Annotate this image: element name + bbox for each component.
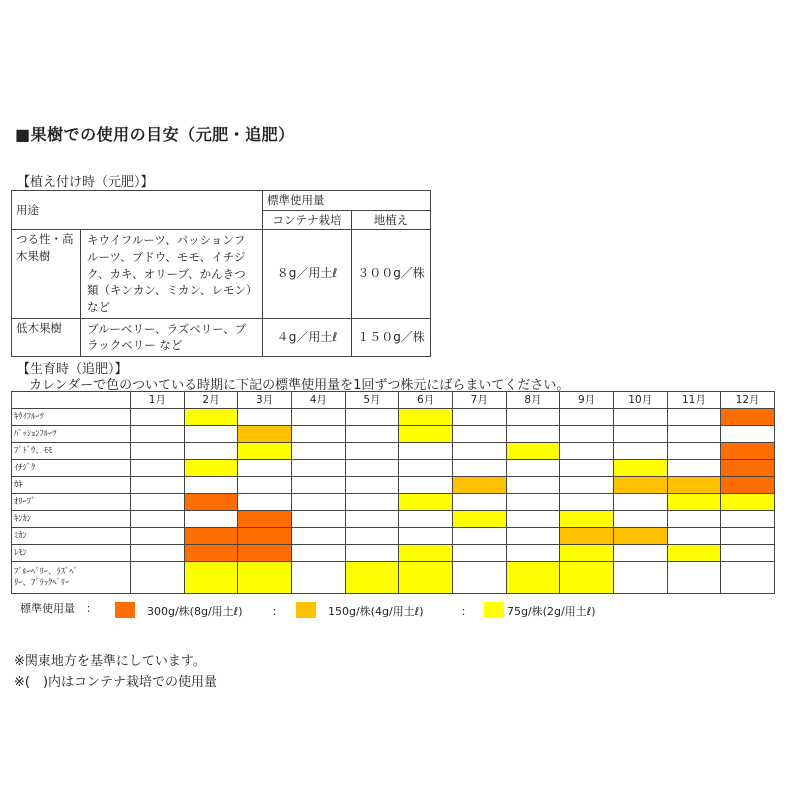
fertilize-period-low [667, 494, 721, 511]
container-rate: ４g／用土ℓ [263, 318, 352, 356]
fertilize-period-high [184, 528, 238, 545]
fertilize-period-low [399, 494, 453, 511]
month-cell [184, 477, 238, 494]
month-cell [238, 409, 292, 426]
fertilize-period-low [184, 460, 238, 477]
page-title: ■果樹での使用の目安（元肥・追肥） [15, 125, 295, 144]
month-cell [506, 426, 560, 443]
month-cell [721, 511, 775, 528]
crop-label: ｵﾘｰﾌﾞ [12, 494, 131, 511]
month-cell [613, 443, 667, 460]
month-cell [291, 443, 345, 460]
month-cell [560, 477, 614, 494]
month-cell [399, 528, 453, 545]
header-usage: 用途 [12, 191, 263, 230]
fertilize-period-mid [452, 477, 506, 494]
section-title-planting: 【植え付け時（元肥）】 [17, 175, 154, 190]
fertilize-period-high [184, 545, 238, 562]
crop-label: ﾚﾓﾝ [12, 545, 131, 562]
fertilize-period-low [399, 426, 453, 443]
month-cell [291, 545, 345, 562]
legend-swatch-mid [296, 602, 316, 618]
fertilize-period-low [452, 511, 506, 528]
calendar-row [12, 443, 775, 460]
month-cell [238, 477, 292, 494]
month-cell [291, 494, 345, 511]
fertilize-period-high [238, 511, 292, 528]
month-cell [291, 460, 345, 477]
month-cell [721, 426, 775, 443]
month-cell [345, 409, 399, 426]
month-cell [131, 545, 185, 562]
month-cell [291, 426, 345, 443]
fertilize-period-low [399, 409, 453, 426]
month-cell [560, 443, 614, 460]
fertilize-period-mid [613, 477, 667, 494]
month-cell [506, 545, 560, 562]
month-cell [667, 528, 721, 545]
month-cell [291, 528, 345, 545]
header-ground: 地植え [352, 210, 431, 230]
month-cell [613, 426, 667, 443]
container-rate: ８g／用土ℓ [263, 230, 352, 318]
month-cell [345, 494, 399, 511]
month-cell [399, 460, 453, 477]
month-cell [345, 528, 399, 545]
month-cell [452, 528, 506, 545]
month-header: 11月 [667, 392, 721, 409]
category-cell: 低木果樹 [12, 318, 81, 356]
calendar-row [12, 511, 775, 528]
month-cell [184, 443, 238, 460]
calendar-row [12, 426, 775, 443]
month-cell [131, 426, 185, 443]
month-cell [345, 545, 399, 562]
month-cell [345, 511, 399, 528]
month-cell [131, 528, 185, 545]
instruction-text: カレンダーで色のついている時期に下記の標準使用量を1回ずつ株元にばらまいてください。 [29, 378, 570, 393]
fertilize-period-high [184, 494, 238, 511]
month-cell [131, 443, 185, 460]
month-cell [345, 477, 399, 494]
month-cell [345, 426, 399, 443]
month-cell [613, 562, 667, 594]
month-cell [667, 562, 721, 594]
footnote: ※( )内はコンテナ栽培での使用量 [14, 675, 218, 690]
month-cell [560, 494, 614, 511]
month-cell [399, 511, 453, 528]
calendar-row [12, 562, 775, 594]
month-cell [667, 409, 721, 426]
table-row [12, 230, 431, 318]
month-header: 5月 [345, 392, 399, 409]
month-cell [452, 443, 506, 460]
month-cell [291, 562, 345, 594]
items-cell: ブルーベリー、ラズベリー、ブラックベリー など [81, 318, 263, 356]
crop-label: ｷｳｲﾌﾙｰﾂ [12, 409, 131, 426]
legend-separator: ： [461, 605, 472, 618]
month-header: 7月 [452, 392, 506, 409]
planting-table [11, 190, 431, 357]
fertilize-period-mid [613, 528, 667, 545]
calendar-row [12, 460, 775, 477]
month-cell [131, 494, 185, 511]
month-cell [291, 511, 345, 528]
crop-label: ｲﾁｼﾞｸ [12, 460, 131, 477]
month-header: 8月 [506, 392, 560, 409]
fertilize-period-high [238, 528, 292, 545]
fertilize-period-low [667, 545, 721, 562]
month-cell [131, 460, 185, 477]
legend-text-high: 300g/株(8g/用土ℓ) [147, 605, 243, 618]
fertilize-period-low [721, 494, 775, 511]
ground-rate: １５０g／株 [352, 318, 431, 356]
month-cell [452, 562, 506, 594]
legend-text-mid: 150g/株(4g/用土ℓ) [328, 605, 424, 618]
crop-label: ﾊﾟｯｼｮﾝﾌﾙｰﾂ [12, 426, 131, 443]
month-cell [452, 494, 506, 511]
month-cell [399, 477, 453, 494]
month-cell [452, 409, 506, 426]
calendar-corner [12, 392, 131, 409]
fertilize-period-high [721, 477, 775, 494]
legend-label: 標準使用量 ： [20, 602, 97, 615]
month-cell [667, 511, 721, 528]
month-cell [291, 409, 345, 426]
month-cell [506, 477, 560, 494]
month-cell [131, 477, 185, 494]
month-cell [131, 409, 185, 426]
fertilize-period-low [345, 562, 399, 594]
month-cell [506, 460, 560, 477]
crop-label: ｷﾝｶﾝ [12, 511, 131, 528]
fertilize-period-high [721, 443, 775, 460]
month-cell [613, 409, 667, 426]
fertilizer-calendar [11, 391, 775, 594]
month-cell [238, 460, 292, 477]
month-cell [721, 545, 775, 562]
fertilize-period-low [560, 562, 614, 594]
month-cell [184, 426, 238, 443]
month-header: 1月 [131, 392, 185, 409]
footnote: ※関東地方を基準にしています。 [14, 654, 206, 669]
items-cell: キウイフルーツ、パッションフルーツ、ブドウ、モモ、イチジク、カキ、オリーブ、かんきつ類（キンカン、ミカン、レモン）など [81, 230, 263, 318]
month-cell [506, 528, 560, 545]
header-standard: 標準使用量 [263, 191, 431, 211]
month-cell [667, 460, 721, 477]
header-container: コンテナ栽培 [263, 210, 352, 230]
month-cell [345, 443, 399, 460]
month-cell [345, 460, 399, 477]
legend-separator: ： [272, 605, 283, 618]
month-cell [506, 494, 560, 511]
fertilize-period-high [238, 545, 292, 562]
fertilize-period-low [560, 511, 614, 528]
ground-rate: ３００g／株 [352, 230, 431, 318]
month-header: 9月 [560, 392, 614, 409]
month-cell [506, 409, 560, 426]
legend-text-low: 75g/株(2g/用土ℓ) [507, 605, 596, 618]
calendar-row [12, 477, 775, 494]
month-cell [667, 426, 721, 443]
month-cell [131, 511, 185, 528]
fertilize-period-low [613, 460, 667, 477]
fertilize-period-low [506, 562, 560, 594]
month-cell [452, 426, 506, 443]
legend-swatch-high [115, 602, 135, 618]
month-cell [560, 409, 614, 426]
section-title-growth: 【生育時（追肥）】 [17, 362, 128, 377]
month-header: 4月 [291, 392, 345, 409]
fertilize-period-high [721, 409, 775, 426]
crop-label: ﾐｶﾝ [12, 528, 131, 545]
fertilize-period-mid [667, 477, 721, 494]
month-cell [291, 477, 345, 494]
crop-label: ﾌﾞﾙｰﾍﾞﾘｰ、ﾗｽﾞﾍﾞ ﾘｰ、ﾌﾞﾗｯｸﾍﾞﾘｰ [12, 562, 131, 594]
month-header: 2月 [184, 392, 238, 409]
month-cell [613, 494, 667, 511]
fertilize-period-low [184, 562, 238, 594]
month-cell [238, 494, 292, 511]
calendar-row [12, 494, 775, 511]
month-cell [667, 443, 721, 460]
fertilize-period-low [506, 443, 560, 460]
fertilize-period-low [399, 545, 453, 562]
month-cell [613, 545, 667, 562]
month-cell [452, 545, 506, 562]
month-cell [399, 443, 453, 460]
month-cell [184, 511, 238, 528]
legend-swatch-low [484, 602, 504, 618]
month-header: 10月 [613, 392, 667, 409]
fertilize-period-mid [560, 528, 614, 545]
month-cell [721, 528, 775, 545]
calendar-row [12, 545, 775, 562]
fertilize-period-low [560, 545, 614, 562]
fertilize-period-low [238, 443, 292, 460]
month-header: 3月 [238, 392, 292, 409]
fertilize-period-mid [238, 426, 292, 443]
fertilize-period-low [399, 562, 453, 594]
month-cell [452, 460, 506, 477]
calendar-row [12, 528, 775, 545]
table-row [12, 318, 431, 356]
month-header: 12月 [721, 392, 775, 409]
category-cell: つる性・高木果樹 [12, 230, 81, 318]
crop-label: ｶｷ [12, 477, 131, 494]
month-cell [560, 460, 614, 477]
month-cell [131, 562, 185, 594]
crop-label: ﾌﾞﾄﾞｳ、ﾓﾓ [12, 443, 131, 460]
fertilize-period-low [184, 409, 238, 426]
calendar-row [12, 409, 775, 426]
month-cell [613, 511, 667, 528]
month-cell [721, 562, 775, 594]
month-cell [506, 511, 560, 528]
fertilize-period-high [721, 460, 775, 477]
fertilize-period-low [238, 562, 292, 594]
month-cell [560, 426, 614, 443]
month-header: 6月 [399, 392, 453, 409]
